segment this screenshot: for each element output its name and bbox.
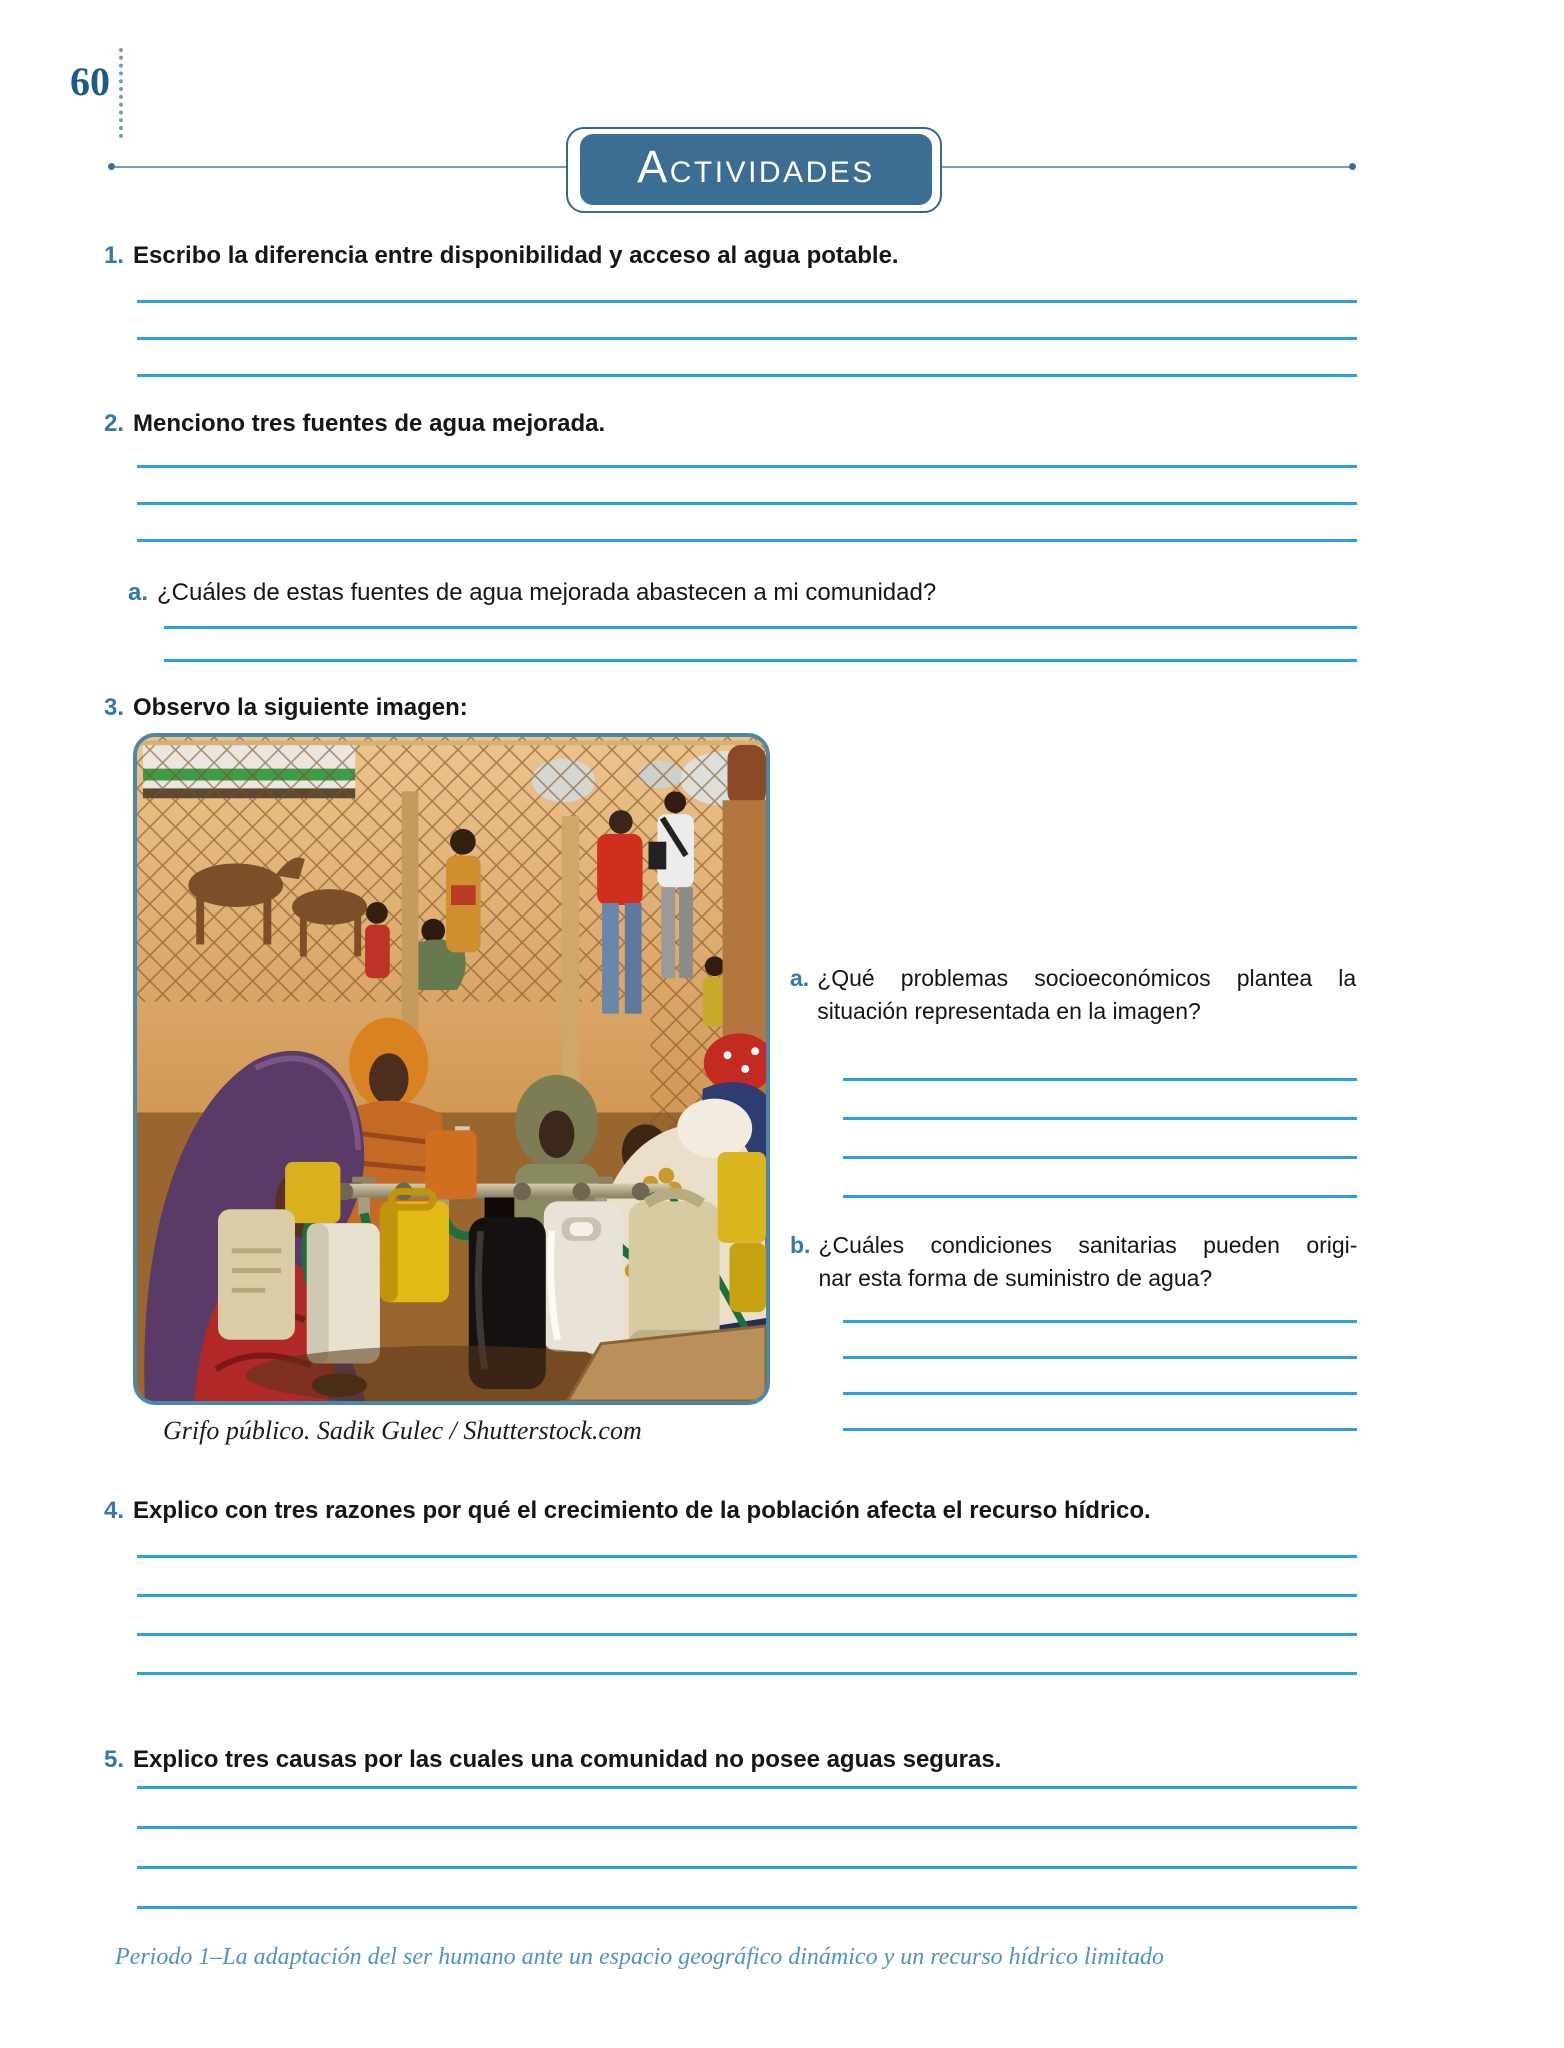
figure-caption: Grifo público. Sadik Gulec / Shutterstock.com <box>163 1416 642 1445</box>
question-4-text: Explico con tres razones por qué el crecimiento de la población afecta el recurso hídrico. <box>133 1497 1151 1524</box>
answer-line <box>843 1120 1357 1159</box>
question-3-text: Observo la siguiente imagen: <box>133 694 468 721</box>
answer-lines-q1 <box>137 266 1357 377</box>
answer-line <box>137 266 1357 303</box>
question-4-number: 4. <box>104 1497 125 1524</box>
answer-line <box>843 1359 1357 1395</box>
rule-dot-right <box>1349 163 1356 170</box>
answer-lines-q4 <box>137 1519 1357 1675</box>
answer-line <box>137 1597 1357 1636</box>
footer-period-title: Periodo 1–La adaptación del ser humano ante un espacio geográfico dinámico y un recurso hídrico limitado <box>115 1944 1164 1970</box>
answer-line <box>137 1558 1357 1597</box>
answer-lines-q3b <box>843 1287 1357 1431</box>
dotted-divider <box>119 48 123 138</box>
question-5-number: 5. <box>104 1746 125 1773</box>
answer-line <box>843 1042 1357 1081</box>
question-3 <box>104 692 468 723</box>
figure-public-tap-photo <box>133 733 770 1405</box>
question-3b-text-line1: ¿Cuáles condiciones sanitarias pueden origi- <box>818 1232 1358 1258</box>
activities-title: ACTIVIDADES <box>637 140 875 192</box>
answer-line <box>137 1636 1357 1675</box>
question-1-number: 1. <box>104 242 125 269</box>
question-3a <box>790 962 1356 1028</box>
question-3-number: 3. <box>104 694 125 721</box>
answer-line <box>137 1519 1357 1558</box>
answer-line <box>164 629 1357 662</box>
question-3b-text-line2: nar esta forma de suministro de agua? <box>818 1265 1213 1291</box>
question-3b-letter: b. <box>790 1232 811 1258</box>
photo-public-tap-illustration <box>137 737 766 1401</box>
answer-lines-q2a <box>164 596 1357 662</box>
question-2a-letter: a. <box>128 579 149 606</box>
question-3b <box>790 1229 1357 1295</box>
answer-line <box>843 1159 1357 1198</box>
answer-lines-q5 <box>137 1749 1357 1909</box>
answer-line <box>843 1323 1357 1359</box>
question-2-number: 2. <box>104 410 125 437</box>
question-2-text: Menciono tres fuentes de agua mejorada. <box>133 410 606 437</box>
question-1-text: Escribo la diferencia entre disponibilidad y acceso al agua potable. <box>133 242 899 269</box>
answer-line <box>137 1829 1357 1869</box>
activities-title-box <box>580 134 932 205</box>
page-number: 60 <box>70 59 110 104</box>
answer-line <box>843 1081 1357 1120</box>
answer-line <box>137 340 1357 377</box>
answer-line <box>843 1395 1357 1431</box>
answer-line <box>137 1789 1357 1829</box>
answer-line <box>137 1869 1357 1909</box>
answer-lines-q2 <box>137 431 1357 542</box>
answer-lines-q3a <box>843 1042 1357 1198</box>
question-3a-text-line1: ¿Qué problemas socioeconómicos plantea la <box>817 965 1357 991</box>
question-3a-text-line2: situación representada en la imagen? <box>817 998 1201 1024</box>
answer-line <box>137 468 1357 505</box>
answer-line <box>137 505 1357 542</box>
answer-line <box>137 431 1357 468</box>
answer-line <box>137 303 1357 340</box>
answer-line <box>843 1287 1357 1323</box>
answer-line <box>137 1749 1357 1789</box>
question-3a-letter: a. <box>790 965 810 991</box>
question-5-text: Explico tres causas por las cuales una comunidad no posee aguas seguras. <box>133 1746 1002 1773</box>
answer-line <box>164 596 1357 629</box>
question-2a-text: ¿Cuáles de estas fuentes de agua mejorada abastecen a mi comunidad? <box>157 579 937 606</box>
rule-dot-left <box>108 163 115 170</box>
